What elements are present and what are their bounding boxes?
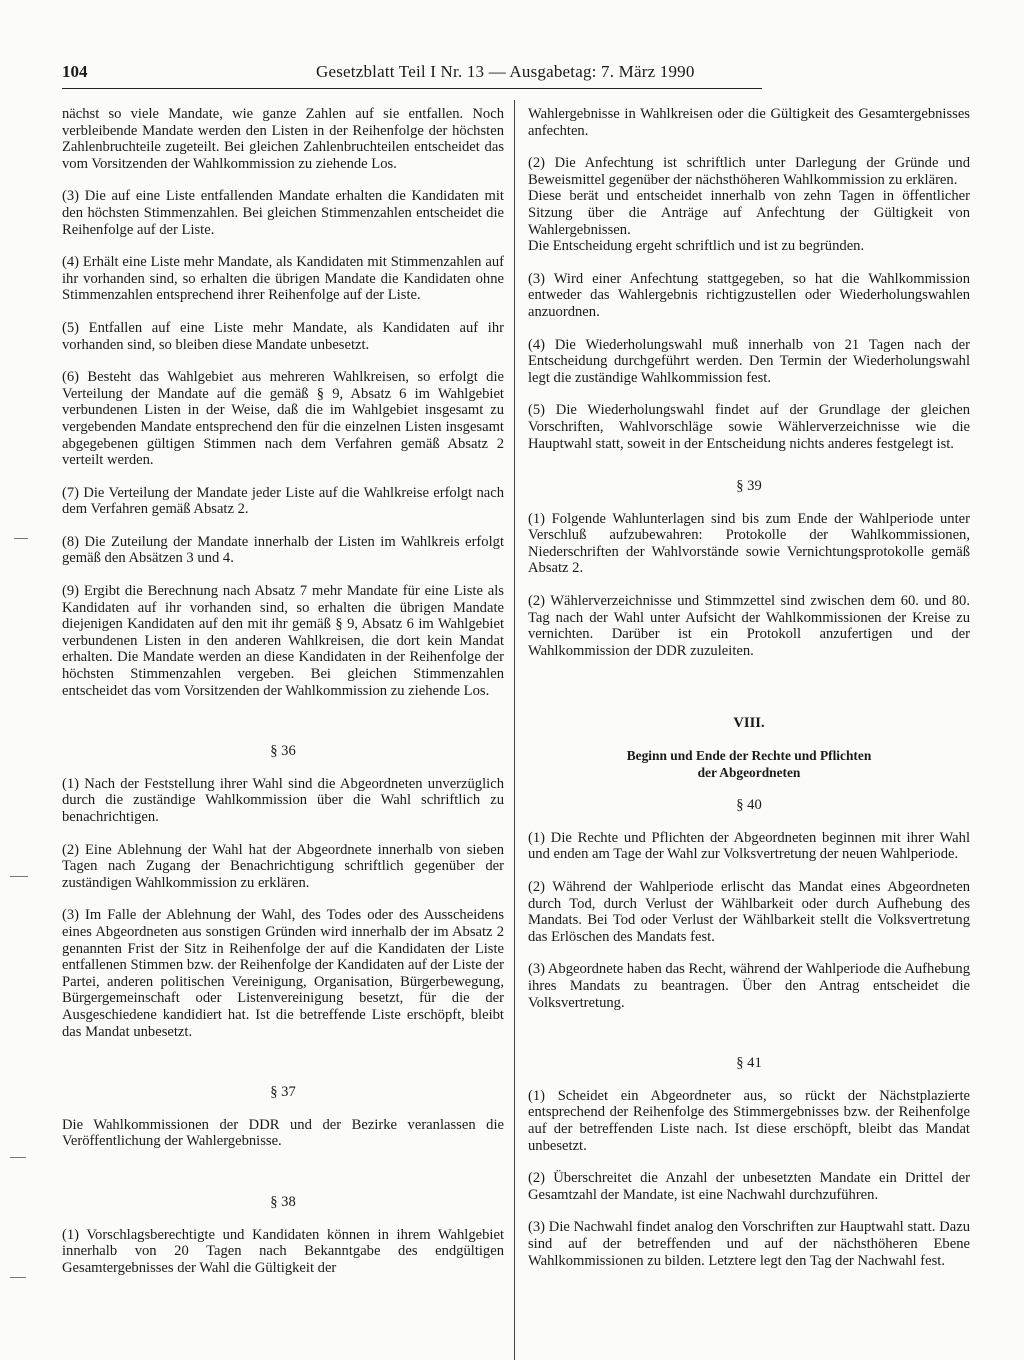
right-column bbox=[528, 106, 970, 1269]
paragraph-9: (9) Ergibt die Berechnung nach Absatz 7 mehr Mandate für eine Liste als Kandidaten auf ihr vorhanden sind, so erhalten die übrigen Mandate diejenigen Kandidaten auf den mit ihr gemäß § 9, Absatz 6 im Wahlgebiet verbundenen Listen in den anderen Wahlkreisen, die dort kein Mandat erhalten. Die Mandate werden an diese Kandidaten in der Reihenfolge der höchsten Stimmenzahlen vergeben. Bei gleichen Stimmenzahlen entscheidet das vom Vorsitzenden der Wahlkommission zu ziehende Los. bbox=[62, 583, 504, 699]
section-39-heading: § 39 bbox=[736, 478, 762, 495]
margin-mark bbox=[10, 1277, 26, 1278]
section-38-paragraph-2: (2) Die Anfechtung ist schriftlich unter Darlegung der Gründe und Beweismittel gegenüber der nächsthöheren Wahlkommission zu erklären. bbox=[528, 155, 970, 188]
section-36-heading: § 36 bbox=[270, 743, 296, 760]
section-37-heading: § 37 bbox=[270, 1084, 296, 1101]
section-38-paragraph-2b: Diese berät und entscheidet innerhalb von zehn Tagen in öffentlicher Sitzung über die Anträge auf Anfechtung der Gültigkeit von Wahlergebnissen. bbox=[528, 188, 970, 238]
paragraph-8: (8) Die Zuteilung der Mandate innerhalb der Listen im Wahlkreis erfolgt gemäß den Absätzen 3 und 4. bbox=[62, 533, 504, 567]
paragraph-6: (6) Besteht das Wahlgebiet aus mehreren Wahlkreisen, so erfolgt die Verteilung der Mandate auf die gemäß § 9, Absatz 6 im Wahlgebiet verbundenen Listen in der Weise, daß die im Wahlgebiet insgesamt zu vergebenden Mandate entsprechend den für die einzelnen Listen insgesamt abgegebenen gültigen Stimmen nach dem Verfahren gemäß Absatz 2 verteilt werden. bbox=[62, 369, 504, 469]
header-title: Gesetzblatt Teil I Nr. 13 — Ausgabetag: 7. März 1990 bbox=[316, 62, 695, 81]
section-41-paragraph-1: (1) Scheidet ein Abgeordneter aus, so rückt der Nächstplazierte entsprechend der Reihenfolge des Stimmergebnisses bzw. der Reihenfolge auf der betreffenden Liste nach. Ist diese erschöpft, bleibt das Mandat unbesetzt. bbox=[528, 1087, 970, 1154]
section-39-paragraph-2: (2) Wählerverzeichnisse und Stimmzettel sind zwischen dem 60. und 80. Tag nach der Wahl unter Aufsicht der Wahlkommissionen der Kreise zu vernichten. Darüber ist ein Protokoll anzufertigen und der Wahlkommission der DDR zuzuleiten. bbox=[528, 593, 970, 659]
paragraph-4: (4) Erhält eine Liste mehr Mandate, als Kandidaten mit Stimmenzahlen auf ihr vorhanden sind, so erhalten die übrigen Mandate die Kandidaten ohne Stimmenzahlen entsprechend ihrer Reihenfolge auf der Liste. bbox=[62, 254, 504, 304]
chapter-title-line-2: der Abgeordneten bbox=[697, 764, 801, 780]
chapter-title bbox=[528, 748, 970, 781]
page-header bbox=[62, 62, 762, 89]
section-37-paragraph: Die Wahlkommissionen der DDR und der Bezirke veranlassen die Veröffentlichung der Wahlergebnisse. bbox=[62, 1116, 504, 1150]
section-38-paragraph-2c: Die Entscheidung ergeht schriftlich und ist zu begründen. bbox=[528, 238, 865, 255]
left-column bbox=[62, 106, 504, 1276]
section-36-paragraph-3: (3) Im Falle der Ablehnung der Wahl, des Todes oder des Ausscheidens eines Abgeordneten aus sonstigen Gründen wird innerhalb der im Absatz 2 genannten Frist der Sitz in Reihenfolge der auf die Kandidaten der Liste entfallenen Stimmen bzw. der Reihenfolge der Kandidaten auf der Liste der Partei, anderen politischen Vereinigung, Organisation, Bürgerbewegung, Bürgergemeinschaft oder Listenvereinigung besetzt, für die der Ausgeschiedene kandidiert hat. Ist die betreffende Liste erschöpft, bleibt das Mandat unbesetzt. bbox=[62, 907, 504, 1040]
chapter-title-line-1: Beginn und Ende der Rechte und Pflichten bbox=[626, 748, 872, 764]
column-divider bbox=[514, 100, 515, 1360]
paragraph-continuation-right: Wahlergebnisse in Wahlkreisen oder die Gültigkeit des Gesamtergebnisses anfechten. bbox=[528, 106, 970, 139]
section-41-paragraph-2: (2) Überschreitet die Anzahl der unbesetzten Mandate ein Drittel der Gesamtzahl der Mandate, ist eine Nachwahl durchzuführen. bbox=[528, 1170, 970, 1203]
section-38-heading: § 38 bbox=[270, 1193, 296, 1210]
section-40-heading: § 40 bbox=[736, 797, 762, 814]
paragraph-5: (5) Entfallen auf eine Liste mehr Mandate, als Kandidaten auf ihr vorhanden sind, so bleiben diese Mandate unbesetzt. bbox=[62, 319, 504, 353]
paragraph-7: (7) Die Verteilung der Mandate jeder Liste auf die Wahlkreise erfolgt nach dem Verfahren gemäß Absatz 2. bbox=[62, 484, 504, 518]
page-number: 104 bbox=[62, 62, 88, 81]
chapter-number: VIII. bbox=[733, 715, 765, 732]
section-38-paragraph-3: (3) Wird einer Anfechtung stattgegeben, so hat die Wahlkommission entweder das Wahlergebnis richtigzustellen oder Wiederholungswahlen anzuordnen. bbox=[528, 270, 970, 320]
section-40-paragraph-3: (3) Abgeordnete haben das Recht, während der Wahlperiode die Aufhebung ihres Mandats zu beantragen. Über den Antrag entscheidet die Volksvertretung. bbox=[528, 961, 970, 1011]
section-41-heading: § 41 bbox=[736, 1055, 762, 1072]
margin-mark bbox=[10, 1157, 26, 1158]
section-36-paragraph-1: (1) Nach der Feststellung ihrer Wahl sind die Abgeordneten unverzüglich durch die zuständige Wahlkommission über die Wahl schriftlich zu benachrichtigen. bbox=[62, 775, 504, 825]
section-41-paragraph-3: (3) Die Nachwahl findet analog den Vorschriften zur Hauptwahl statt. Dazu sind auf der betreffenden und auf der nächsthöheren Ebene Wahlkommissionen zu bilden. Letztere legt den Tag der Nachwahl fest. bbox=[528, 1219, 970, 1269]
section-40-paragraph-1: (1) Die Rechte und Pflichten der Abgeordneten beginnen mit ihrer Wahl und enden am Tage der Wahl zur Volksvertretung der neuen Wahlperiode. bbox=[528, 829, 970, 863]
section-38-paragraph-4: (4) Die Wiederholungswahl muß innerhalb von 21 Tagen nach der Entscheidung durchgeführt werden. Den Termin der Wiederholungswahl legt die zuständige Wahlkommission fest. bbox=[528, 336, 970, 386]
section-39-paragraph-1: (1) Folgende Wahlunterlagen sind bis zum Ende der Wahlperiode unter Verschluß aufzubewahren: Protokolle der Wahlkommissionen, Niederschriften der Wahlvorstände sowie Vernichtungsprotokolle gemäß Absatz 2. bbox=[528, 510, 970, 577]
margin-mark bbox=[14, 538, 28, 539]
section-36-paragraph-2: (2) Eine Ablehnung der Wahl hat der Abgeordnete innerhalb von sieben Tagen nach Zugang der Benachrichtigung schriftlich gegenüber der zuständigen Wahlkommission zu erklären. bbox=[62, 841, 504, 891]
paragraph-3: (3) Die auf eine Liste entfallenden Mandate erhalten die Kandidaten mit den höchsten Stimmenzahlen. Bei gleichen Stimmenzahlen entscheidet die Reihenfolge auf der Liste. bbox=[62, 188, 504, 238]
section-40-paragraph-2: (2) Während der Wahlperiode erlischt das Mandat eines Abgeordneten durch Tod, durch Verlust der Wählbarkeit oder durch Aufhebung des Mandats. Bei Tod oder Verlust der Wählbarkeit stellt die Volksvertretung das Erlöschen des Mandats fest. bbox=[528, 879, 970, 945]
paragraph-continuation: nächst so viele Mandate, wie ganze Zahlen auf sie entfallen. Noch verbleibende Mandate werden den Listen in der Reihenfolge der höchsten Zahlenbruchteile zugeteilt. Bei gleichen Zahlenbruchteilen entscheidet das vom Vorsitzenden der Wahlkommission zu ziehende Los. bbox=[62, 106, 504, 172]
margin-mark bbox=[10, 876, 28, 877]
section-38-paragraph-5: (5) Die Wiederholungswahl findet auf der Grundlage der gleichen Vorschriften, Wahlvorschläge sowie Wählerverzeichnisse wie die Hauptwahl statt, soweit in der Entscheidung nichts anderes festgelegt ist. bbox=[528, 402, 970, 452]
section-38-paragraph-1: (1) Vorschlagsberechtigte und Kandidaten können in ihrem Wahlgebiet innerhalb von 20 Tagen nach Bekanntgabe des endgültigen Gesamtergebnisses der Wahl die Gültigkeit der bbox=[62, 1226, 504, 1276]
